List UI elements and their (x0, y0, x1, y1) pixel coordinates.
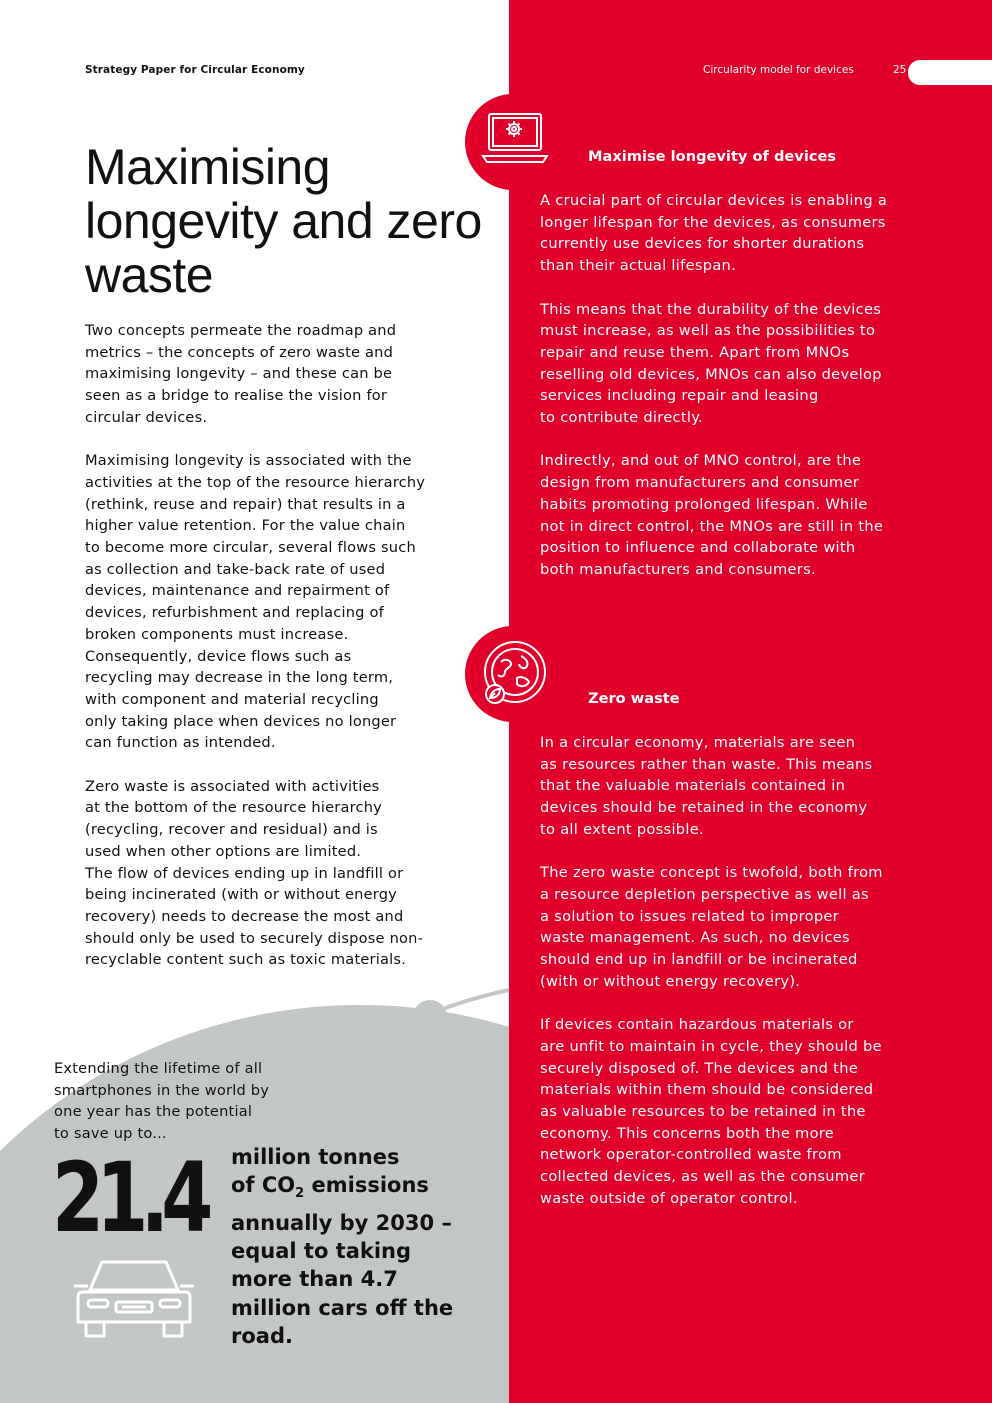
zero-waste-text (540, 732, 920, 1231)
paragraph: This means that the durability of the devices must increase, as well as the possibilities to repair and reuse them. Apart from MNOs reselling old devices, MNOs can also develop services including repair and leasing to contribute directly. (540, 300, 882, 427)
stat-desc-line1: million tonnes (231, 1145, 400, 1169)
paragraph: In a circular economy, materials are seen as resources rather than waste. This means that the valuable materials contained in devices should be retained in the economy to all extent possible. (540, 734, 873, 838)
paragraph: A crucial part of circular devices is enabling a longer lifespan for the devices, as consumers currently use devices for shorter durations than their actual lifespan. (540, 192, 888, 275)
paragraph: Zero waste is associated with activities at the bottom of the resource hierarchy (recycling, recover and residual) and is used when other options are limited. The flow of devices ending up in landfill or being incinerated (with or without energy recovery) needs to decrease the most and should only be used to securely dispose non- recyclable content such as toxic materials. (85, 777, 424, 969)
page-title: Maximising longevity and zero waste (85, 139, 482, 303)
document-title: Strategy Paper for Circular Economy (85, 64, 305, 76)
stat-desc-co2: of CO (231, 1173, 296, 1198)
page-number: 25 (893, 64, 907, 76)
zero-waste-heading: Zero waste (588, 690, 680, 707)
stat-intro: Extending the lifetime of all smartphones in the world by one year has the potential to save up to... (54, 1060, 270, 1143)
paragraph: Two concepts permeate the roadmap and metrics – the concepts of zero waste and maximising longevity – and these can be seen as a bridge to realise the vision for circular devices. (85, 322, 397, 426)
page-tab (908, 60, 992, 85)
paragraph: If devices contain hazardous materials or are unfit to maintain in cycle, they should be securely disposed of. The devices and the materials within them should be considered as valuable resources to be retained in the economy. This concerns both the more network operator-controlled waste from collected devices, as well as the consumer waste outside of operator control. (540, 1016, 882, 1207)
paragraph: Maximising longevity is associated with the activities at the top of the resource hierarchy (rethink, reuse and repair) that results in a higher value retention. For the value chain to become more circular, several flows such as collection and take-back rate of used devices, maintenance and repairment of devices, refurbishment and replacing of broken components must increase. Consequently, device flows such as recycling may decrease in the long term, with component and material recycling only taking place when devices no longer can function as intended. (85, 452, 426, 752)
longevity-heading: Maximise longevity of devices (588, 148, 837, 165)
section-name: Circularity model for devices (703, 64, 854, 76)
stat-desc-sub: 2 (295, 1186, 305, 1202)
paragraph: The zero waste concept is twofold, both from a resource depletion perspective as well as a solution to issues related to improper waste management. As such, no devices should end up in landfill or be incinerated (with or without energy recovery). (540, 864, 883, 990)
car-icon (72, 1256, 196, 1342)
longevity-text (540, 190, 920, 602)
stat-desc-rest: annually by 2030 – equal to taking more than 4.7 million cars off the road. (231, 1210, 454, 1348)
orbit-dot (413, 1000, 447, 1034)
paragraph: Indirectly, and out of MNO control, are the design from manufacturers and consumer habits promoting prolonged lifespan. While not in direct control, the MNOs are still in the position to influence and collaborate with both manufacturers and consumers. (540, 452, 884, 578)
stat-number: 21.4 (52, 1142, 206, 1254)
stat-desc-emissions: emissions (304, 1173, 429, 1198)
stat-description (231, 1143, 466, 1350)
